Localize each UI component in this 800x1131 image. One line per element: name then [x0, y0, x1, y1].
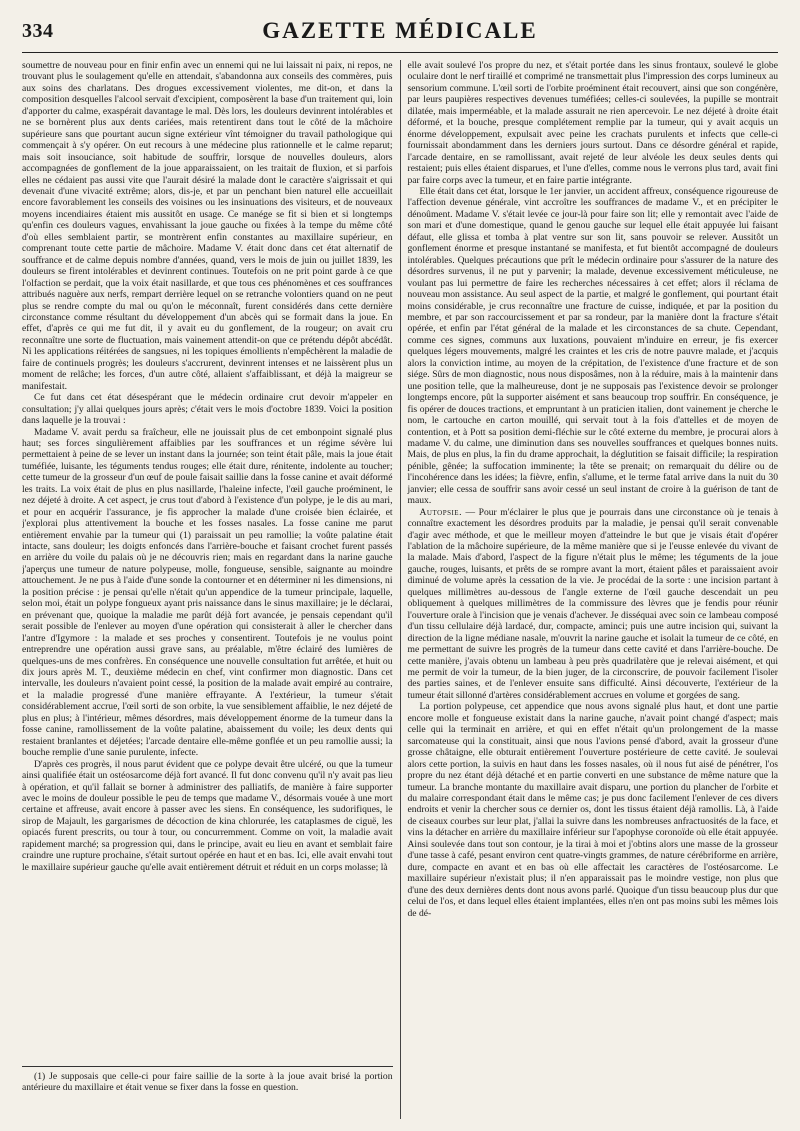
journal-page: [22, 14, 778, 1119]
section-label: Autopsie.: [419, 506, 462, 518]
footnote-area: [22, 1066, 393, 1094]
paragraph: D'après ces progrès, il nous parut évident que ce polype devait être ulcéré, ou que la tumeur ainsi qualifiée était un ostéosarcome déjà fort avancé. Il fut donc convenu qu'il n'y avait pas lieu à opération, et qu'il fallait se borner à administrer des palliatifs, de manière à faire supporter avec le moins de douleur possible le peu de temps que madame V., désormais vouée à une mort certaine et affreuse, avait encore à passer avec les siens. En conséquence, les sudorifiques, le sirop de Majault, les gargarismes de décoction de kina chlorurée, les cataplasmes de ciguë, les opiacés furent prescrits, ou tour à tour, ou concurremment. Comme on voit, la maladie avait rapidement marché; sa progression qui, dans le principe, avait eu lieu en avant et semblait faire craindre une rupture prochaine, s'était surtout opérée en haut et en bas. Ici, elle avait envahi tout le maxillaire supérieur gauche qu'elle avait entièrement détruit et réduit en un corps molasse; là: [22, 758, 393, 873]
journal-title: GAZETTE MÉDICALE: [262, 18, 538, 43]
text-columns: [22, 60, 778, 1119]
footnote: (1) Je supposais que celle-ci pour faire saillie de la sorte à la joue avait brisé la portion antérieure du maxillaire et était venue se fixer dans la fosse en question.: [22, 1071, 393, 1094]
page-number: 334: [22, 20, 54, 42]
paragraph: Elle était dans cet état, lorsque le 1er janvier, un accident affreux, conséquence rigoureuse de l'affection devenue générale, vint accroître les souffrances de madame V., et en précipiter le dénoûment. Madame V. s'était levée ce jour-là pour faire son lit; elle y remontait avec l'aide de son mari et d'une domestique, quand le genou gauche sur lequel elle était appuyée lui faisant défaut, elle glissa et tomba à plat ventre sur son lit, sans pouvoir se relever. Aussitôt un gonflement énorme et presque instantané se manifesta, et fut bientôt accompagné de douleurs intolérables. Quelques précautions que prît le médecin ordinaire pour s'assurer de la nature des désordres survenus, il ne put y parvenir; la malade, devenue excessivement méticuleuse, ne voulant pas lui permettre de faire les recherches nécessaires à cet effet; alors il réclama de nouveau mon assistance. Au seul aspect de la partie, et malgré le gonflement, qui pourtant était moins considérable, je crus reconnaître une fracture de cuisse, indiquée, et par la position du membre, et par son raccourcissement et par sa rondeur, par la manière dont la fracture s'était opérée, et enfin par l'état général de la malade et les circonstances de sa chute. Cependant, comme ces signes, communs aux luxations, pouvaient m'induire en erreur, je fis exercer quelques légers mouvements, malgré les craintes et les cris de notre pauvre malade, et j'acquis alors la conviction intime, au moyen de la crépitation, de l'existence d'une fracture et de son siége. Sûrs de mon diagnostic, nous nous disposâmes, non à la réduire, mais à la maintenir dans une position telle, que la malheureuse, dont je ne supposais pas l'existence devoir se prolonger longtemps encore, pût la supporter aisément et sans beaucoup trop souffrir. En conséquence, je fis opérer de douces tractions, et empruntant à un praticien italien, dont vainement je cherche le nom, le cartouche en carton mouillé, qui servait tout à la fois d'attelles et de moyen de contention, et à Pott sa position demi-fléchie sur le côté externe du membre, je procurai alors à madame V. du calme, une diminution dans ses nouvelles souffrances et quelques bonnes nuits. Mais, de plus en plus, la fin du drame approchait, la déglutition se faisait difficile; la respiration pénible, gênée; la suffocation imminente; la tête se prenait; on remarquait du délire ou de l'incohérence dans les idées; la fièvre, enfin, s'allume, et le terme fatal arrive dans la nuit du 30 janvier; elle cessa de souffrir sans avoir cessé un seul instant de croire à la guérison de tant de maux.: [407, 185, 778, 507]
paragraph: Madame V. avait perdu sa fraîcheur, elle ne jouissait plus de cet embonpoint signalé plus haut; ses forces singulièrement affaiblies par les souffrances et un régime sévère lui permettaient à peine de se lever un instant dans la journée; son teint était pâle, mais la joue était tuméfiée, luisante, les téguments tendus rouges; elle était dure, rénitente, indolente au toucher; cette tumeur de la grosseur d'un œuf de poule faisait saillie dans la fosse canine et avait déformé les traits. La voix était de plus en plus nasillarde, l'haleine infecte, l'œil gauche proéminent, le nez déjeté à droite. A cet aspect, je crus tout d'abord à l'existence d'un polype, je le dis au mari, et pour en acquérir l'assurance, je fis approcher la malade d'une croisée bien éclairée, et j'explorai plus attentivement la bouche et les fosses nasales. La fosse canine me parut entièrement envahie par la tumeur qui (1) paraissait un peu ramollie; la voûte palatine était intacte, sans douleur; les doigts enfoncés dans l'arrière-bouche et faisant crochet furent passés en arrière du voile du palais où je ne découvris rien; mais en regardant dans la narine gauche j'aperçus une tumeur de nature polypeuse, molle, fongueuse, sensible, saignante au moindre attouchement. Je ne pus à l'aide d'une sonde la contourner et en déterminer ni les dimensions, ni la position précise : je pensai qu'elle n'était qu'un appendice de la tumeur principale, laquelle, selon moi, était un polype fongueux ayant pris naissance dans le sinus maxillaire; je le déclarai, en prévenant que, quoique la maladie me parût déjà fort avancée, je pensais cependant qu'il serait possible de l'enlever au moyen d'une opération qui consisterait à aller le chercher dans l'antre d'Igymore : la malade et ses proches y consentirent. Toutefois je ne voulus point entreprendre une opération aussi grave sans, au préalable, m'être éclairé des lumières de quelques-uns de mes confrères. En conséquence une nouvelle consultation fut arrêtée, et huit ou dix jours après M. T., deuxième médecin en chef, vint confirmer mon diagnostic. Dans cet intervalle, les douleurs n'avaient point cessé, la position de la malade avait empiré au contraire, et la maladie progressé d'une manière effrayante. A l'extérieur, la tumeur s'était considérablement accrue, l'œil sorti de son orbite, la vue sensiblement affaiblie, le nez déjeté de plus en plus; à l'intérieur, mêmes désordres, mais développement énorme de la tumeur dans la fosse canine, ramollissement de la voûte palatine, abaissement du voile; les deux dents qui restaient branlantes et déjetées; l'arcade dentaire elle-même gonflée et un peu ramollie aussi; la bouche remplie d'une sanie purulente, infecte.: [22, 426, 393, 759]
left-column: [22, 60, 400, 1119]
paragraph: La portion polypeuse, cet appendice que nous avons signalé plus haut, et dont une partie encore molle et fongueuse existait dans la narine gauche, n'avait point changé d'aspect; mais celle qui la terminait en arrière, et qui en effet n'était qu'un prolongement de la masse sarcomateuse qui la constituait, ainsi que nous l'avions pensé d'abord, avait la grosseur d'une grosse châtaigne, elle obturait entièrement l'ouverture postérieure de cette cavité. Je soulevai alors cette portion, la suivis en haut dans les fosses nasales, où il nous fut aisé de pénétrer, l'os propre du nez étant déjà détaché et en partie converti en une substance de même nature que la tumeur. La branche montante du maxillaire avait disparu, une portion du plancher de l'orbite et du malaire correspondant était dans le même cas; je pus donc facilement l'enlever de ces divers endroits et venir la chercher sous ce dernier os, dont les tissus étaient déjà ramollis. Là, à l'aide de ciseaux courbes sur leur plat, j'allai la suivre dans les nombreuses anfractuosités de la face, et vins la détacher en arrière du maxillaire inférieur sur l'apophyse coronoïde où elle était appuyée. Ainsi soulevée dans tout son contour, je la tirai à moi et j'obtins alors une masse de la grosseur d'une tasse à café, pesant environ cent quatre-vingts grammes, de nature cérébriforme en arrière, dure, compacte en avant et en bas où elle affectait les caractères de l'ostéosarcome. Le maxillaire supérieur n'existait plus; il n'en apparaissait pas le moindre vestige, non plus que d'une des deux dernières dents dont nous avons parlé. Quoique d'un tissu beaucoup plus dur que celui de l'os, et dans lequel elles étaient implantées, elles n'en ont pas moins subi les mêmes lois de dé-: [407, 701, 778, 919]
paragraph-autopsie: [408, 507, 779, 702]
paragraph-text: — Pour m'éclairer le plus que je pourrais dans une circonstance où je tenais à connaître exactement les désordres produits par la maladie, je pensai qu'il serait convenable d'agir avec méthode, et que le meilleur moyen d'atteindre le but que je visais était d'opérer l'ablation de la mâchoire supérieure, de la même manière que si je l'eusse enlevée du vivant de la malade. Mais d'abord, l'aspect de la figure n'était plus le même; les téguments de la joue gauche, rouges, luisants, et prêts de se rompre avant la mort, étaient pâles et paraissaient avoir diminué de volume après la cessation de la vie. Je procédai de la sorte : une incision partant à quelques millimètres au-dessous de l'angle externe de l'œil gauche descendait un peu obliquement à quelques millimètres de la commissure des lèvres que je fendis pour réunir l'ouverture orale à l'incision que je venais d'achever. Je disséquai avec soin ce lambeau composé d'un tissu cellulaire déjà lardacé, dur, compacte, aminci; puis une autre incision qui, suivant la direction de la ligne médiane nasale, m'ouvrit la narine gauche et isolait la tumeur de ce côté, en me permettant de suivre les progrès de la tumeur dans cette cavité et dans l'arrière-bouche. De cette manière, j'avais obtenu un lambeau à peu près quadrilatère que je relevai aisément, et qui me permit de voir la tumeur, de la bien juger, de la circonscrire, de pouvoir facilement l'isoler des parties saines, et de l'enlever ensuite sans difficulté. Ainsi découverte, l'extérieur de la tumeur était sillonné d'artères considérablement accrues en volume et gorgées de sang.: [407, 506, 778, 701]
left-column-body: [22, 60, 393, 1060]
paragraph: elle avait soulevé l'os propre du nez, et s'était portée dans les sinus frontaux, soulevé le globe oculaire dont le nerf tiraillé et comprimé ne transmettait plus l'impression des corps lumineux au sensorium commune. L'œil sorti de l'orbite proéminent était recouvert, ainsi que son congénère, par leurs paupières respectives devenues tuméfiées; celles-ci soulevées, la pupille se montrait dilatée, mais imperméable, et la malade assurait ne rien apercevoir. Le nez déjeté à droite était déformé, et la bouche, presque complétement remplie par la tumeur, qui y avait acquis un énorme développement, expulsait avec peine les crachats purulents et infects que celle-ci fournissait abondamment dans les derniers jours surtout. Dans ce désordre général et rapide, l'arcade dentaire, en se ramollissant, avait rejeté de leur alvéole les deux seules dents qui restaient; puis elles étaient disparues, et l'une d'elles, comme nous le verrons plus tard, avait fini par faire corps avec la tumeur, et en faire partie intégrante.: [407, 60, 778, 186]
page-header: [22, 14, 778, 53]
paragraph: soumettre de nouveau pour en finir enfin avec un ennemi qui ne lui laissait ni paix, ni repos, ne trouvant plus le soulagement qu'elle en attendait, s'abandonna aux conseils des commères, puis aux soins des charlatans. Des drogues excessivement violentes, me dit-on, et dans la composition desquelles l'alcool servait d'excipient, composèrent la base d'un traitement qui, loin d'apporter du calme, exaspérait davantage le mal. Dès lors, les douleurs devinrent intolérables et ne se bornèrent plus aux dents cariées, mais retentirent dans tout le côté de la mâchoire supérieure sans que pourtant aucun signe extérieur vînt témoigner du travail pathologique qui commençait à s'y opérer. On eut recours à une médecine plus rationnelle et le calme reparut; mais soit insouciance, soit habitude de souffrir, lorsque de nouvelles douleurs, alors accompagnées de gonflement de la joue apparaissaient, on les traitait de fluxion, et si parfois elles ne cédaient pas aussi vite que l'aurait désiré la malade dont le caractère s'aigrissait et qui devenait d'une vivacité extrême; alors, dis-je, et par un penchant bien naturel elle accueillait encore favorablement les conseils des voisines ou les insinuations des visiteurs, et de nouveaux moyens incendiaires étaient mis aussitôt en usage. Ce manége se fit si bien et si longtemps qu'enfin ces douleurs vagues, envahissant la joue gauche ou fixées à la tempe du même côté d'où elles semblaient partir, se montrèrent enfin constantes au maxillaire supérieur, en comprenant toute cette partie de mâchoire. Madame V. était donc dans cet état alternatif de souffrance et de calme depuis nombre d'années, quand, vers le mois de juin ou juillet 1839, les douleurs se firent intolérables et devinrent continues. Toutefois on ne prit point garde à ce que l'olfaction se perdait, que la voix était nasillarde, et que tous ces phénomènes et ces souffrances attribués naguère aux nerfs, rempart derrière lequel on se retranche volontiers quand on ne peut plus se rendre compte du mal ou qu'on le méconnaît, furent considérés dans cette dernière circonstance comme résultant du développement d'un abcès qui se formait dans la joue. En effet, d'après ce qui me fut dit, il y avait eu du gonflement, de la rougeur; on avait cru reconnaître une sorte de fluctuation, mais vainement attendit-on que ce prétendu dépôt abcédât. Ni les applications réitérées de sangsues, ni les topiques émollients n'empêchèrent la maladie de faire de continuels progrès; les douleurs s'accrurent, devinrent intenses et ne laissèrent plus un moment de relâche; les forces, d'un autre côté, allaient s'affaiblissant, et déjà la maigreur se manifestait.: [22, 60, 393, 392]
paragraph: Ce fut dans cet état désespérant que le médecin ordinaire crut devoir m'appeler en consultation; j'y allai quelques jours après; c'était vers le mois d'octobre 1839. Voici la position dans laquelle je la trouvai :: [22, 392, 393, 427]
right-column: [400, 60, 779, 1119]
